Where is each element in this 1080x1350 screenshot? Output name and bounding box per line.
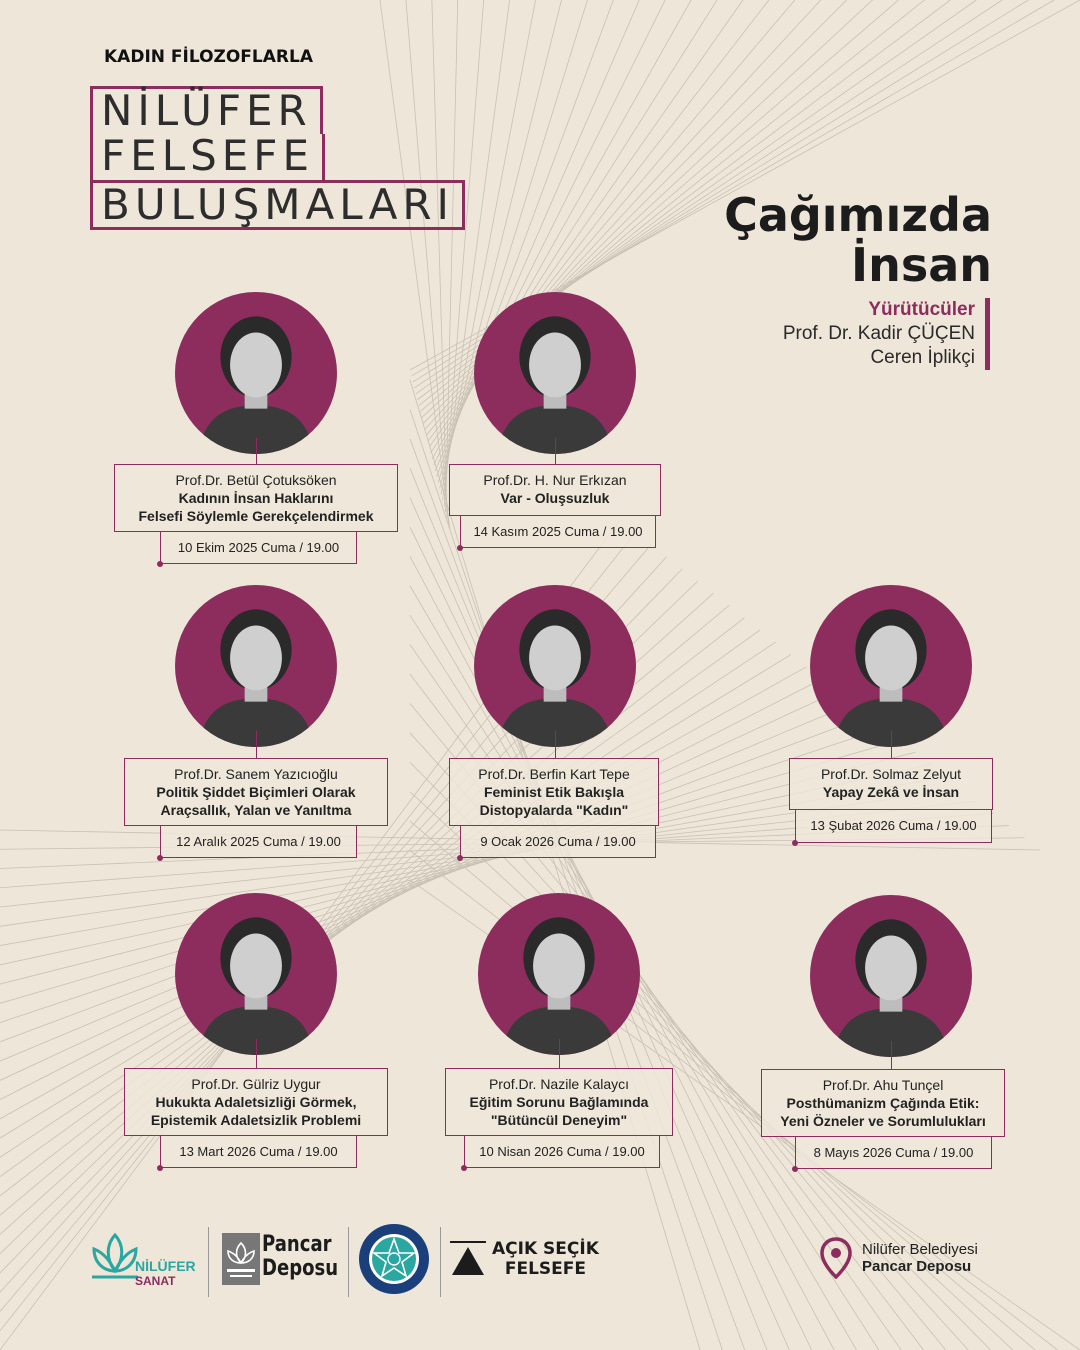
speaker-info — [789, 758, 993, 810]
connector-line — [256, 731, 257, 758]
portrait-silhouette-icon — [810, 895, 972, 1057]
talk-topic: Posthümanizm Çağında Etik: — [786, 1095, 980, 1111]
portrait-silhouette-icon — [478, 893, 640, 1055]
connector-line — [559, 1039, 560, 1068]
speaker-name: Prof.Dr. Ahu Tunçel — [822, 1077, 944, 1093]
connector-line — [555, 731, 556, 758]
talk-date: 9 Ocak 2026 Cuma / 19.00 — [460, 826, 656, 858]
speaker-photo — [175, 292, 337, 454]
acik-secik-logo-text — [492, 1239, 599, 1279]
lotus-logo-icon — [90, 1227, 140, 1287]
nilufer-sanat-line: SANAT — [135, 1274, 176, 1288]
speaker-name: Prof.Dr. H. Nur Erkızan — [483, 472, 627, 488]
series-label: KADIN FİLOZOFLARLA — [104, 47, 313, 67]
speaker-name: Prof.Dr. Gülriz Uygur — [191, 1076, 321, 1092]
speaker-info — [114, 464, 398, 532]
connector-line — [256, 438, 257, 464]
speaker-name: Prof.Dr. Berfin Kart Tepe — [478, 766, 630, 782]
talk-topic: Felsefi Söylemle Gerekçelendirmek — [138, 508, 374, 524]
speaker-info — [449, 464, 661, 516]
connector-line — [891, 731, 892, 758]
speaker-name: Prof.Dr. Nazile Kalaycı — [488, 1076, 630, 1092]
talk-topic: Araçsallık, Yalan ve Yanıltma — [160, 802, 352, 818]
portrait-silhouette-icon — [474, 585, 636, 747]
nilufer-sanat-logo-text — [135, 1259, 196, 1289]
speaker-name: Prof.Dr. Sanem Yazıcıoğlu — [174, 766, 338, 782]
speaker-photo — [474, 585, 636, 747]
talk-topic: Hukukta Adaletsizliği Görmek, — [155, 1094, 357, 1110]
pancar-deposu-logo-text — [262, 1232, 339, 1281]
nilufer-belediyesi-emblem-icon — [222, 1233, 260, 1285]
connector-line — [891, 1041, 892, 1069]
venue-line: Pancar Deposu — [862, 1258, 972, 1275]
talk-topic: Feminist Etik Bakışla — [483, 784, 625, 800]
talk-date: 10 Ekim 2025 Cuma / 19.00 — [160, 532, 357, 564]
talk-date: 12 Aralık 2025 Cuma / 19.00 — [160, 826, 357, 858]
divider — [440, 1227, 441, 1297]
title-line-1: NİLÜFER — [90, 86, 323, 134]
speaker-info — [445, 1068, 673, 1136]
speaker-info — [761, 1069, 1005, 1137]
background-line — [444, 0, 484, 506]
university-seal-icon — [358, 1223, 430, 1295]
coordinators-heading: Yürütücüler — [868, 299, 975, 320]
speaker-photo — [474, 292, 636, 454]
background-line — [0, 703, 853, 1061]
talk-topic: Politik Şiddet Biçimleri Olarak — [156, 784, 356, 800]
talk-date: 13 Şubat 2026 Cuma / 19.00 — [795, 810, 992, 843]
title-line-2: FELSEFE — [90, 134, 325, 182]
connector-line — [555, 438, 556, 464]
talk-date: 13 Mart 2026 Cuma / 19.00 — [160, 1136, 357, 1168]
talk-topic: Kadının İnsan Haklarını — [178, 490, 334, 506]
speaker-info — [124, 1068, 388, 1136]
pancar-deposu-line: Deposu — [262, 1256, 339, 1281]
theme-line-2: İnsan — [850, 238, 992, 292]
portrait-silhouette-icon — [175, 893, 337, 1055]
talk-date: 14 Kasım 2025 Cuma / 19.00 — [460, 516, 656, 548]
location-pin-icon — [820, 1237, 852, 1279]
portrait-silhouette-icon — [175, 585, 337, 747]
acik-secik-line: AÇIK SEÇİK — [492, 1239, 599, 1259]
portrait-silhouette-icon — [810, 585, 972, 747]
venue-line: Nilüfer Belediyesi — [862, 1241, 978, 1258]
speaker-photo — [175, 893, 337, 1055]
triangle-logo-icon — [450, 1241, 486, 1277]
portrait-silhouette-icon — [175, 292, 337, 454]
talk-topic: Epistemik Adaletsizlik Problemi — [150, 1112, 362, 1128]
divider — [348, 1227, 349, 1297]
talk-topic: "Bütüncül Deneyim" — [490, 1112, 628, 1128]
acik-secik-line: FELSEFE — [504, 1259, 587, 1279]
speaker-photo — [810, 585, 972, 747]
talk-topic: Yapay Zekâ ve İnsan — [822, 784, 960, 800]
coordinators-block — [783, 298, 990, 370]
speaker-name: Prof.Dr. Solmaz Zelyut — [820, 766, 962, 782]
speaker-name: Prof.Dr. Betül Çotuksöken — [175, 472, 337, 488]
speaker-photo — [478, 893, 640, 1055]
venue-text — [862, 1241, 978, 1275]
coordinator-name: Prof. Dr. Kadir ÇÜÇEN — [782, 323, 975, 344]
coordinator-name: Ceren İplikçi — [870, 347, 975, 368]
talk-topic: Eğitim Sorunu Bağlamında — [469, 1094, 649, 1110]
nilufer-sanat-line: NİLÜFER — [135, 1258, 196, 1274]
speaker-info — [124, 758, 388, 826]
theme-title — [724, 190, 992, 290]
connector-line — [256, 1039, 257, 1068]
speaker-photo — [810, 895, 972, 1057]
title-line-3: BULUŞMALARI — [90, 180, 465, 230]
talk-topic: Yeni Özneler ve Sorumlulukları — [780, 1113, 986, 1129]
divider — [208, 1227, 209, 1297]
talk-topic: Distopyalarda "Kadın" — [479, 802, 629, 818]
talk-date: 10 Nisan 2026 Cuma / 19.00 — [464, 1136, 660, 1168]
pancar-deposu-line: Pancar — [262, 1232, 332, 1257]
theme-line-1: Çağımızda — [724, 188, 992, 242]
speaker-photo — [175, 585, 337, 747]
talk-date: 8 Mayıs 2026 Cuma / 19.00 — [795, 1137, 992, 1169]
footer — [0, 1215, 1080, 1305]
speaker-info — [449, 758, 659, 826]
talk-topic: Var - Oluşsuzluk — [500, 490, 610, 506]
portrait-silhouette-icon — [474, 292, 636, 454]
